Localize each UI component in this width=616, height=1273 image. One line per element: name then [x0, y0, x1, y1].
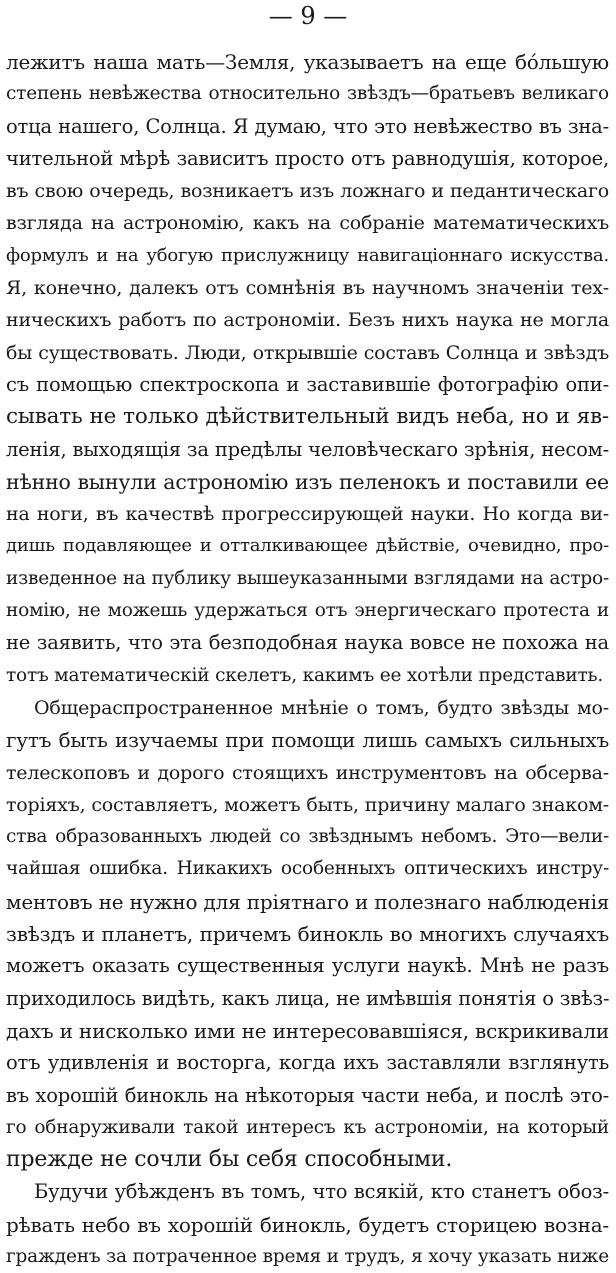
text-line: лежитъ наша мать—Земля, указываетъ на еще бо́льшую	[6, 50, 609, 74]
text-line: гражденъ за потраченное время и трудъ, я хочу указать ниже	[6, 1245, 609, 1267]
text-line: чайшая ошибка. Никакихъ особенныхъ оптическихъ инстру-	[6, 858, 609, 880]
text-body	[6, 46, 609, 1273]
text-line: формулъ и на убогую прислужницу навигаціоннаго искусства.	[6, 244, 609, 266]
text-line: ленія, выходящія за предѣлы человѣческаго зрѣнія, несом-	[6, 437, 609, 461]
text-line: тотъ математическій скелетъ, какимъ ее хотѣли представить.	[6, 664, 604, 686]
text-line: въ свою очередь, возникаетъ изъ ложнаго и педантическаго	[6, 180, 609, 203]
text-line: не заявить, что эта безподобная наука вовсе не похожа на	[6, 631, 609, 655]
text-line: изведенное на публику вышеуказанными взглядами на астро-	[6, 567, 609, 589]
text-line: рѣвать небо въ хорошій бинокль, будетъ сторицею возна-	[6, 1212, 609, 1237]
text-line: гутъ быть изучаемы при помощи лишь самыхъ сильныхъ	[6, 728, 609, 753]
text-line: дахъ и нисколько ими не интересовавшіяся, вскрикивали	[6, 1018, 609, 1043]
text-line: ства образованныхъ людей со звѣзднымъ небомъ. Это—вели-	[6, 826, 609, 848]
text-line: чительной мѣрѣ зависитъ просто отъ равнодушія, которое,	[6, 146, 609, 170]
text-line: звѣздъ и планетъ, причемъ бинокль во многихъ случаяхъ	[6, 922, 609, 947]
text-line: отъ удивленія и восторга, когда ихъ заставляли взглянуть	[6, 1051, 609, 1075]
paragraph-1	[6, 46, 609, 692]
text-line: нѣнно вынули астрономію изъ пеленокъ и поставили ее	[6, 469, 609, 494]
text-line: телескоповъ и дорого стоящихъ инструментовъ на обсерва-	[6, 761, 609, 784]
text-line: съ помощью спектроскопа и заставившіе фотографію опи-	[6, 372, 609, 396]
text-line: Общераспространенное мнѣніе о томъ, будто звѣзды мо-	[34, 696, 609, 719]
text-line: Будучи убѣжденъ въ томъ, что всякій, кто станетъ обоз-	[34, 1180, 609, 1204]
text-line: степень невѣжества относительно звѣздъ—братьевъ великаго	[6, 83, 609, 105]
text-line: Я, конечно, далекъ отъ сомнѣнія въ научномъ значеніи тех-	[6, 277, 609, 300]
paragraph-3	[6, 1176, 609, 1273]
page-number: — 9 —	[268, 2, 348, 30]
text-line: прежде не сочли бы себя способными.	[6, 1147, 453, 1173]
text-line: отца нашего, Солнца. Я думаю, что это невѣжество въ зна-	[6, 114, 609, 138]
text-line: ническихъ работъ по астрономіи. Безъ нихъ наука не могла	[6, 309, 609, 332]
text-line: сывать не только дѣйствительный видъ неба, но и яв-	[6, 404, 609, 430]
text-line: можетъ оказать существенныя услуги наукѣ. Мнѣ не разъ	[6, 954, 609, 978]
text-line: въ хорошій бинокль на нѣкоторыя части неба, и послѣ это-	[6, 1083, 609, 1107]
text-line: бы существовать. Люди, открывшіе составъ Солнца и звѣздъ	[6, 341, 609, 364]
text-line: ментовъ не нужно для пріятнаго и полезнаго наблюденія	[6, 889, 610, 914]
text-line: дишь подавляющее и отталкивающее дѣйствіе, очевидно, про-	[6, 535, 609, 557]
text-line: приходилось видѣть, какъ лица, не имѣвшія понятія о звѣз-	[6, 986, 610, 1010]
text-line: торіяхъ, составляетъ, можетъ быть, причину малаго знаком-	[6, 793, 609, 816]
text-line: взгляда на астрономію, какъ на собраніе математическихъ	[6, 212, 609, 235]
text-line: на ноги, въ качествѣ прогрессирующей науки. Но когда ви-	[6, 503, 609, 526]
text-line: номію, не можешь удержаться отъ энергическаго протеста и	[6, 600, 609, 622]
text-line: го обнаруживали такой интересъ къ астрономіи, на который	[6, 1116, 609, 1138]
paragraph-2	[6, 692, 609, 1176]
